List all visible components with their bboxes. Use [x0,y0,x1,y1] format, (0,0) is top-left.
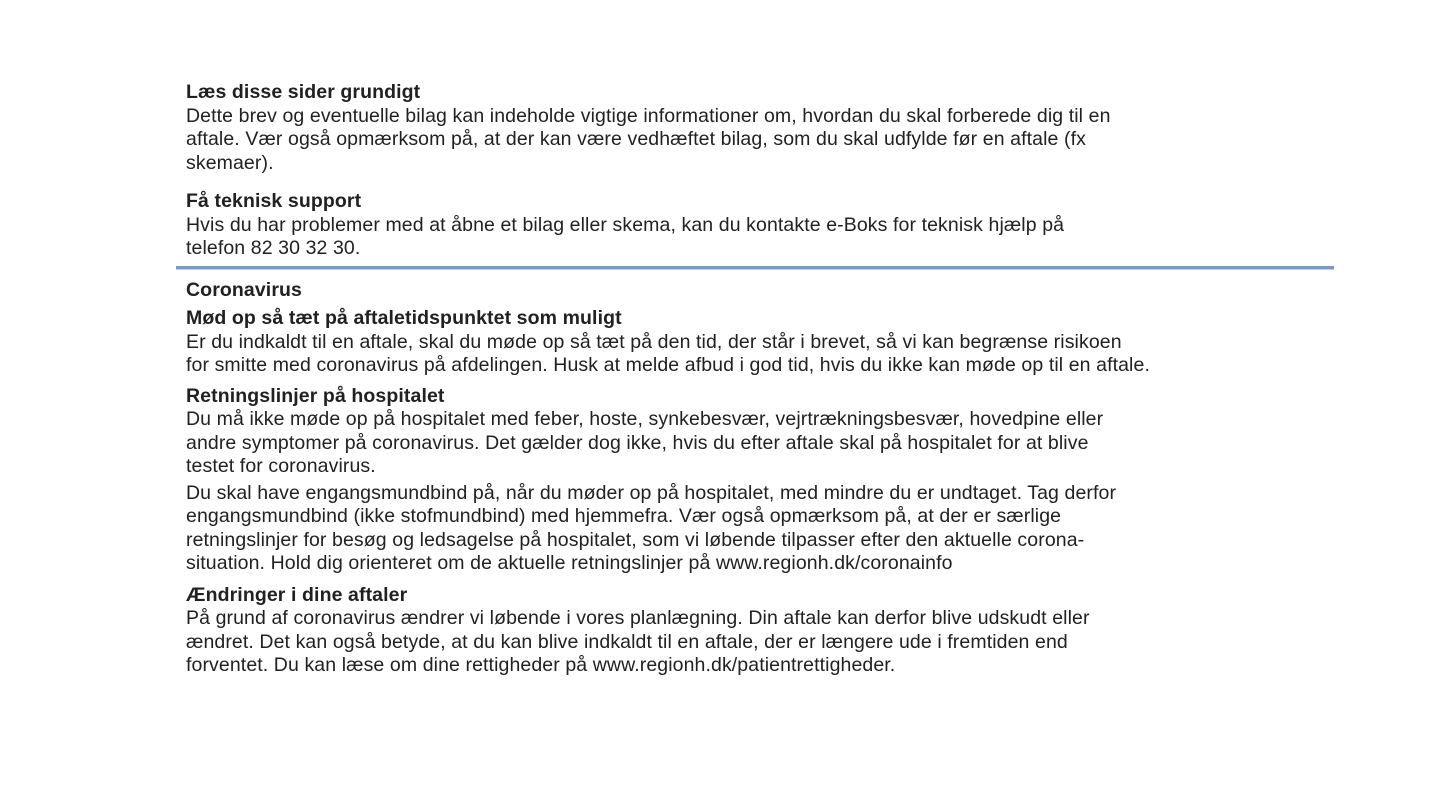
section-heading: Coronavirus [186,278,302,301]
text-line: Dette brev og eventuelle bilag kan indeholde vigtige informationer om, hvordan du skal forberede dig til en [186,104,1111,127]
text-line: andre symptomer på coronavirus. Det gælder dog ikke, hvis du efter aftale skal på hospitalet for at blive [186,431,1089,454]
text-line: Er du indkaldt til en aftale, skal du møde op så tæt på den tid, der står i brevet, så vi kan begrænse risikoen [186,330,1122,353]
section-laes-disse-sider [186,81,1346,175]
text-line: telefon 82 30 32 30. [186,237,361,259]
text-line: skemaer). [186,151,274,174]
section-heading: Retningslinjer på hospitalet [186,384,445,407]
section-heading: Læs disse sider grundigt [186,81,421,103]
text-line: aftale. Vær også opmærksom på, at der kan være vedhæftet bilag, som du skal udfylde før en aftale (fx [186,128,1086,150]
section-moed-op [186,307,1346,378]
text-line: På grund af coronavirus ændrer vi løbende i vores planlægning. Din aftale kan derfor blive udskudt eller [186,607,1090,629]
text-line: testet for coronavirus. [186,455,376,477]
section-teknisk-support [186,190,1346,261]
text-line: ændret. Det kan også betyde, at du kan blive indkaldt til en aftale, der er længere ude i fremtiden end [186,630,1068,653]
text-line: retningslinjer for besøg og ledsagelse på hospitalet, som vi løbende tilpasser efter den aktuelle corona- [186,528,1085,551]
section-aendringer [186,584,1346,678]
document-page [186,81,1346,678]
section-retningslinjer [186,385,1346,576]
section-heading: Mød op så tæt på aftaletidspunktet som muligt [186,307,622,329]
text-line: for smitte med coronavirus på afdelingen. Husk at melde afbud i god tid, hvis du ikke kan møde op til en aftale. [186,354,1150,376]
paragraph [186,482,1346,576]
text-line: engangsmundbind (ikke stofmundbind) med hjemmefra. Vær også opmærksom på, at der er særlige [186,505,1062,527]
paragraph [186,408,1346,479]
text-line: forventet. Du kan læse om dine rettigheder på www.regionh.dk/patientrettigheder. [186,654,896,676]
section-coronavirus [186,279,1346,303]
text-line: situation. Hold dig orienteret om de aktuelle retningslinjer på www.regionh.dk/coronainfo [186,552,953,574]
section-heading: Ændringer i dine aftaler [186,583,408,606]
text-line: Du skal have engangsmundbind på, når du møder op på hospitalet, med mindre du er undtaget. Tag derfor [186,481,1117,504]
text-line: Du må ikke møde op på hospitalet med feber, hoste, synkebesvær, vejrtrækningsbesvær, hovedpine eller [186,408,1104,430]
text-line: Hvis du har problemer med at åbne et bilag eller skema, kan du kontakte e-Boks for teknisk hjælp på [186,213,1065,236]
section-divider [176,266,1334,270]
section-heading: Få teknisk support [186,190,362,212]
